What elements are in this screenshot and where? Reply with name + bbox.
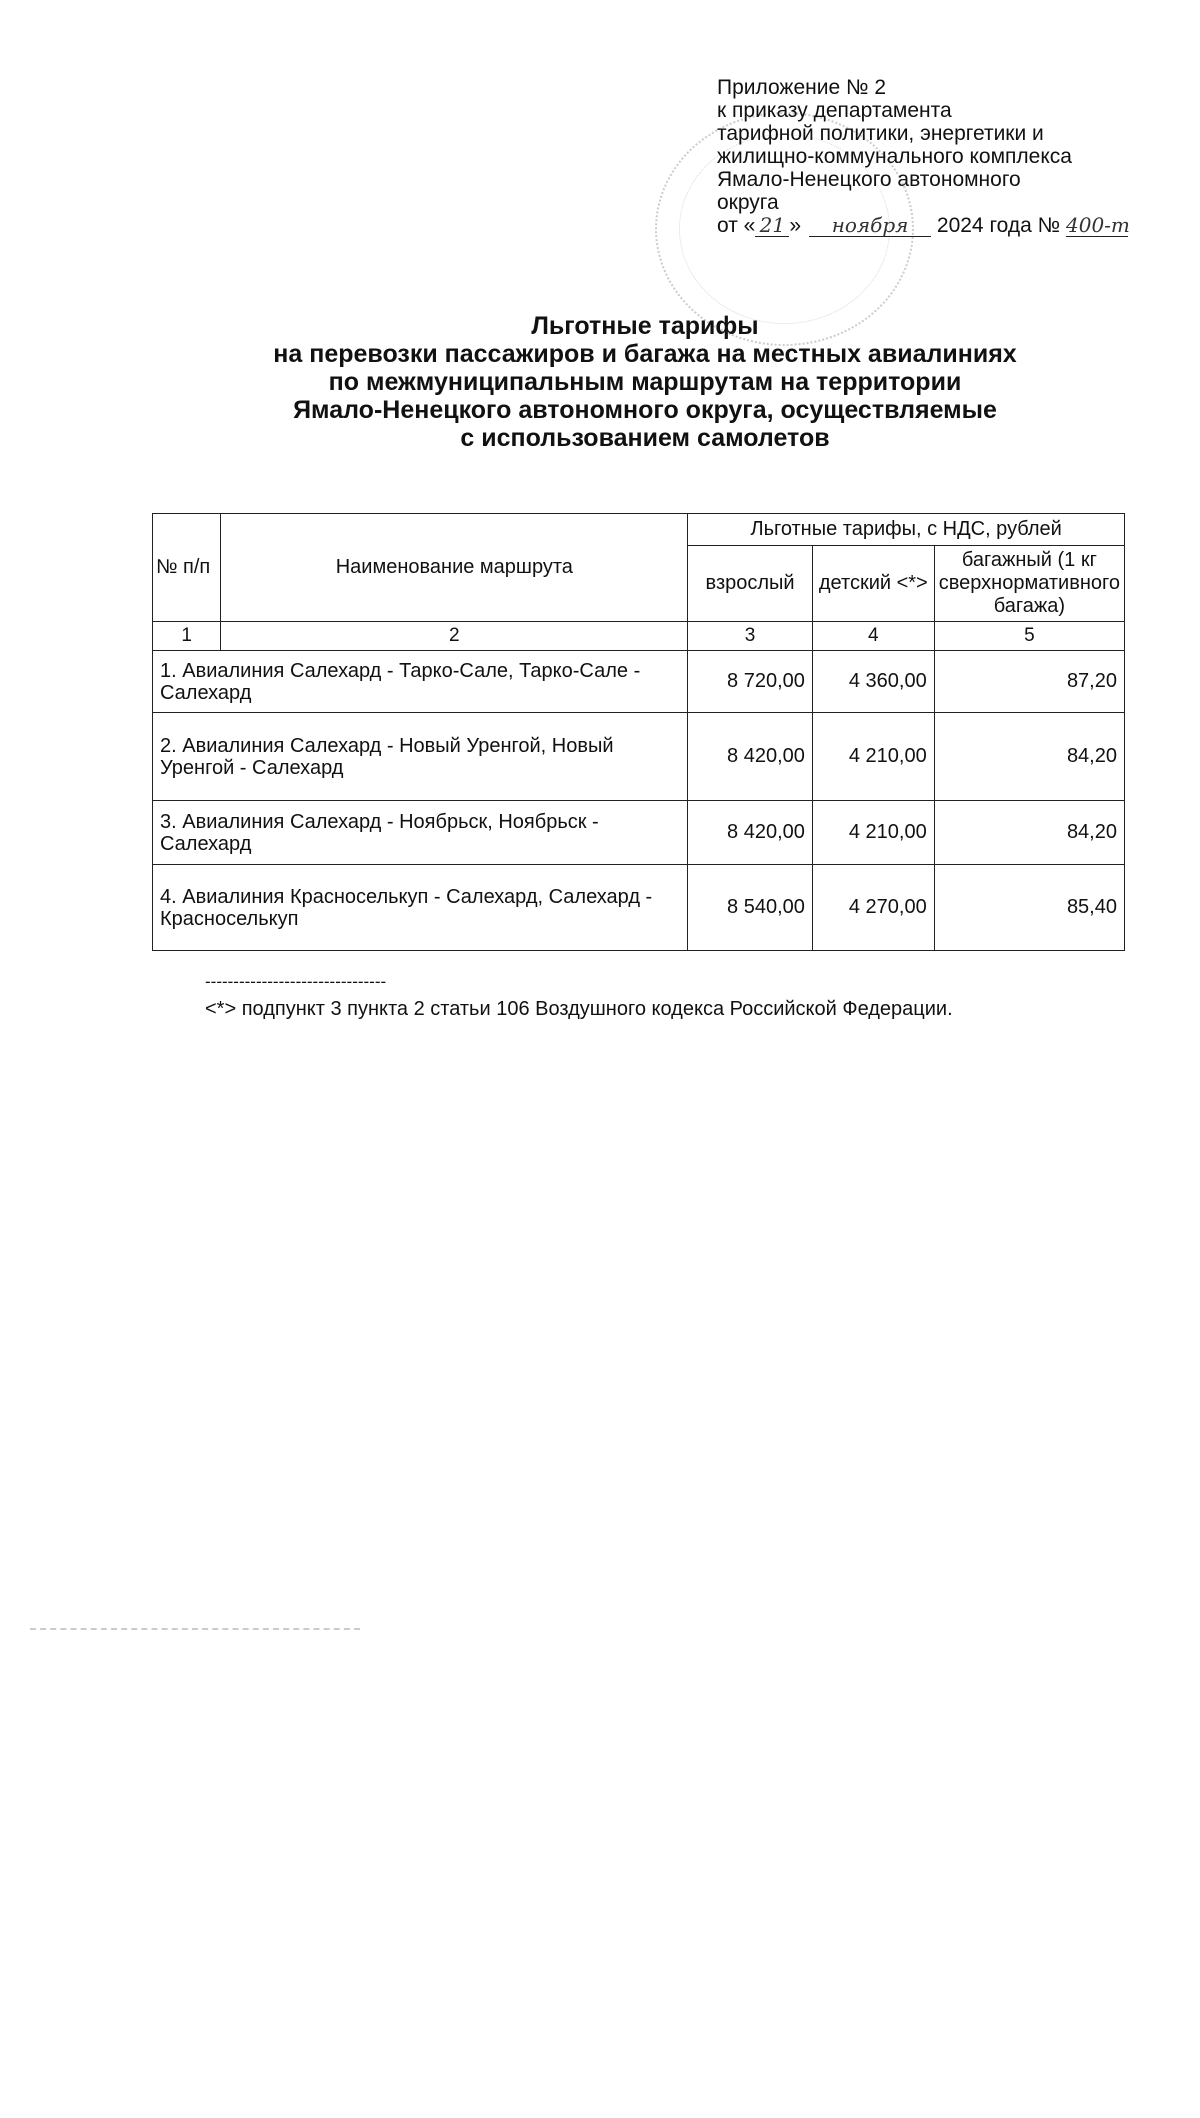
appendix-line: округа [717, 191, 779, 214]
table-header-row [153, 514, 1125, 546]
title-line: Льготные тарифы [531, 312, 759, 340]
adult-tariff-cell: 8 420,00 [688, 713, 813, 801]
order-date-line [717, 214, 1187, 237]
header-num: № п/п [153, 514, 221, 622]
document-title [150, 312, 1140, 452]
handwritten-month: ноября [809, 214, 931, 237]
child-tariff-cell: 4 360,00 [812, 651, 934, 713]
title-line: Ямало-Ненецкого автономного округа, осуществляемые [293, 396, 997, 424]
footnote-separator: -------------------------------- [205, 972, 387, 991]
adult-tariff-cell: 8 420,00 [688, 801, 813, 865]
appendix-line: к приказу департамента [717, 99, 952, 122]
index-cell: 3 [688, 622, 813, 651]
title-line: на перевозки пассажиров и багажа на местных авиалиниях [273, 340, 1017, 368]
tariffs-table [152, 513, 1125, 951]
scan-artifact-dashes [30, 1628, 360, 1634]
date-prefix: от « [717, 214, 756, 237]
child-tariff-cell: 4 210,00 [812, 713, 934, 801]
title-line: с использованием самолетов [460, 424, 830, 452]
header-child: детский <*> [812, 546, 934, 622]
title-line: по межмуниципальным маршрутам на территории [328, 368, 962, 396]
header-tariff-group: Льготные тарифы, с НДС, рублей [688, 514, 1125, 546]
header-baggage: багажный (1 кг сверхнормативного багажа) [934, 546, 1124, 622]
appendix-line: жилищно-коммунального комплекса [717, 145, 1072, 168]
appendix-header [717, 76, 1187, 237]
handwritten-order-number: 400-т [1066, 213, 1130, 237]
footnote-text: <*> подпункт 3 пункта 2 статьи 106 Воздушного кодекса Российской Федерации. [205, 998, 953, 1020]
appendix-line: тарифной политики, энергетики и [717, 122, 1044, 145]
adult-tariff-cell: 8 720,00 [688, 651, 813, 713]
route-cell: 4. Авиалиния Красноселькуп - Салехард, Салехард - Красноселькуп [153, 865, 688, 951]
date-mid: » [789, 214, 802, 237]
date-year-text: 2024 года № [936, 214, 1061, 237]
table-row [153, 801, 1125, 865]
table-row [153, 651, 1125, 713]
appendix-line: Ямало-Ненецкого автономного [717, 168, 1021, 191]
column-index-row [153, 622, 1125, 651]
table-row [153, 713, 1125, 801]
child-tariff-cell: 4 210,00 [812, 801, 934, 865]
baggage-tariff-cell: 84,20 [934, 713, 1124, 801]
index-cell: 4 [812, 622, 934, 651]
route-cell: 1. Авиалиния Салехард - Тарко-Сале, Тарко-Сале - Салехард [153, 651, 688, 713]
route-cell: 3. Авиалиния Салехард - Ноябрьск, Ноябрьск - Салехард [153, 801, 688, 865]
child-tariff-cell: 4 270,00 [812, 865, 934, 951]
header-route: Наименование маршрута [221, 514, 688, 622]
appendix-line: Приложение № 2 [717, 76, 887, 99]
header-adult: взрослый [688, 546, 813, 622]
index-cell: 5 [934, 622, 1124, 651]
adult-tariff-cell: 8 540,00 [688, 865, 813, 951]
index-cell: 2 [221, 622, 688, 651]
index-cell: 1 [153, 622, 221, 651]
table-row [153, 865, 1125, 951]
handwritten-day: 21 [755, 214, 789, 237]
route-cell: 2. Авиалиния Салехард - Новый Уренгой, Новый Уренгой - Салехард [153, 713, 688, 801]
baggage-tariff-cell: 84,20 [934, 801, 1124, 865]
baggage-tariff-cell: 87,20 [934, 651, 1124, 713]
baggage-tariff-cell: 85,40 [934, 865, 1124, 951]
